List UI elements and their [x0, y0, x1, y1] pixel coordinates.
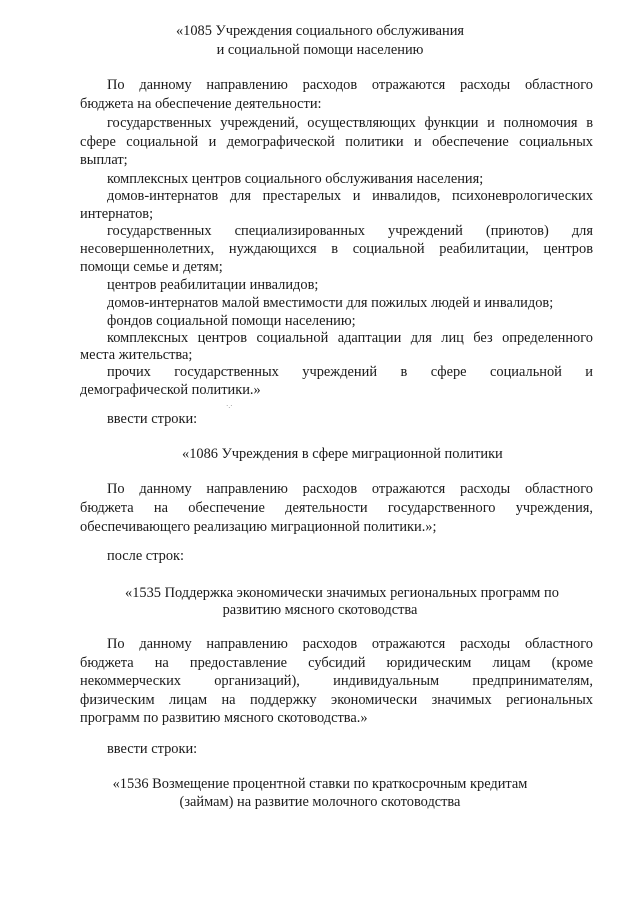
instruction-after-lines: после строк: — [107, 548, 185, 564]
heading-1086: «1086 Учреждения в сфере миграционной политики — [182, 446, 503, 462]
para-1085-item8-line2: места жительства; — [80, 347, 193, 363]
para-1085-item1-line1: государственных учреждений, осуществляющих функции и полномочия в — [107, 115, 593, 131]
para-1085-item9-line2: демографической политики.» — [80, 382, 261, 398]
para-1535-line3: некоммерческих организаций), индивидуальным предпринимателям, — [80, 673, 593, 689]
para-1086-line3: обеспечивающего реализацию миграционной политики.»; — [80, 519, 437, 535]
para-1085-item1-line3: выплат; — [80, 152, 128, 168]
para-1535-line1: По данному направлению расходов отражаются расходы областного — [107, 636, 593, 652]
para-1085-item4-line3: помощи семье и детям; — [80, 259, 223, 275]
instruction-insert-lines-1: ввести строки: — [107, 411, 198, 427]
para-1086-line1: По данному направлению расходов отражаются расходы областного — [107, 481, 593, 497]
para-1535-line4: физическим лицам на поддержку экономически значимых региональных — [80, 692, 593, 708]
para-1085-intro-line1: По данному направлению расходов отражаются расходы областного — [107, 77, 593, 93]
para-1085-item3-line2: интернатов; — [80, 206, 154, 222]
instruction-insert-lines-2: ввести строки: — [107, 741, 198, 757]
para-1086-line2: бюджета на обеспечение деятельности государственного учреждения, — [80, 500, 593, 516]
heading-1085-line1: «1085 Учреждения социального обслуживания — [175, 23, 465, 39]
para-1085-item3-line1: домов-интернатов для престарелых и инвалидов, психоневрологических — [107, 188, 593, 204]
heading-1536-line1: «1536 Возмещение процентной ставки по краткосрочным кредитам — [112, 776, 528, 792]
heading-1535-line2: развитию мясного скотоводства — [222, 602, 418, 618]
heading-1536-line2: (займам) на развитие молочного скотоводства — [179, 794, 461, 810]
para-1535-line2: бюджета на предоставление субсидий юридическим лицам (кроме — [80, 655, 593, 671]
para-1085-item1-line2: сфере социальной и демографической политики и обеспечение социальных — [80, 134, 593, 150]
para-1085-item5: центров реабилитации инвалидов; — [107, 277, 319, 293]
para-1085-item4-line2: несовершеннолетних, нуждающихся в социальной реабилитации, центров — [80, 241, 593, 257]
para-1085-item4-line1: государственных специализированных учреждений (приютов) для — [107, 223, 593, 239]
para-1085-item2: комплексных центров социального обслуживания населения; — [107, 171, 484, 187]
para-1085-intro-line2: бюджета на обеспечение деятельности: — [80, 96, 322, 112]
para-1535-line5: программ по развитию мясного скотоводства.» — [80, 710, 368, 726]
para-1085-item7: фондов социальной помощи населению; — [107, 313, 356, 329]
para-1085-item8-line1: комплексных центров социальной адаптации для лиц без определенного — [107, 330, 593, 346]
heading-1085-line2: и социальной помощи населению — [216, 42, 424, 58]
scan-speck: ·.· — [226, 402, 233, 410]
para-1085-item9-line1: прочих государственных учреждений в сфере социальной и — [107, 364, 593, 380]
para-1085-item6: домов-интернатов малой вместимости для пожилых людей и инвалидов; — [107, 295, 554, 311]
heading-1535-line1: «1535 Поддержка экономически значимых региональных программ по — [125, 585, 559, 601]
